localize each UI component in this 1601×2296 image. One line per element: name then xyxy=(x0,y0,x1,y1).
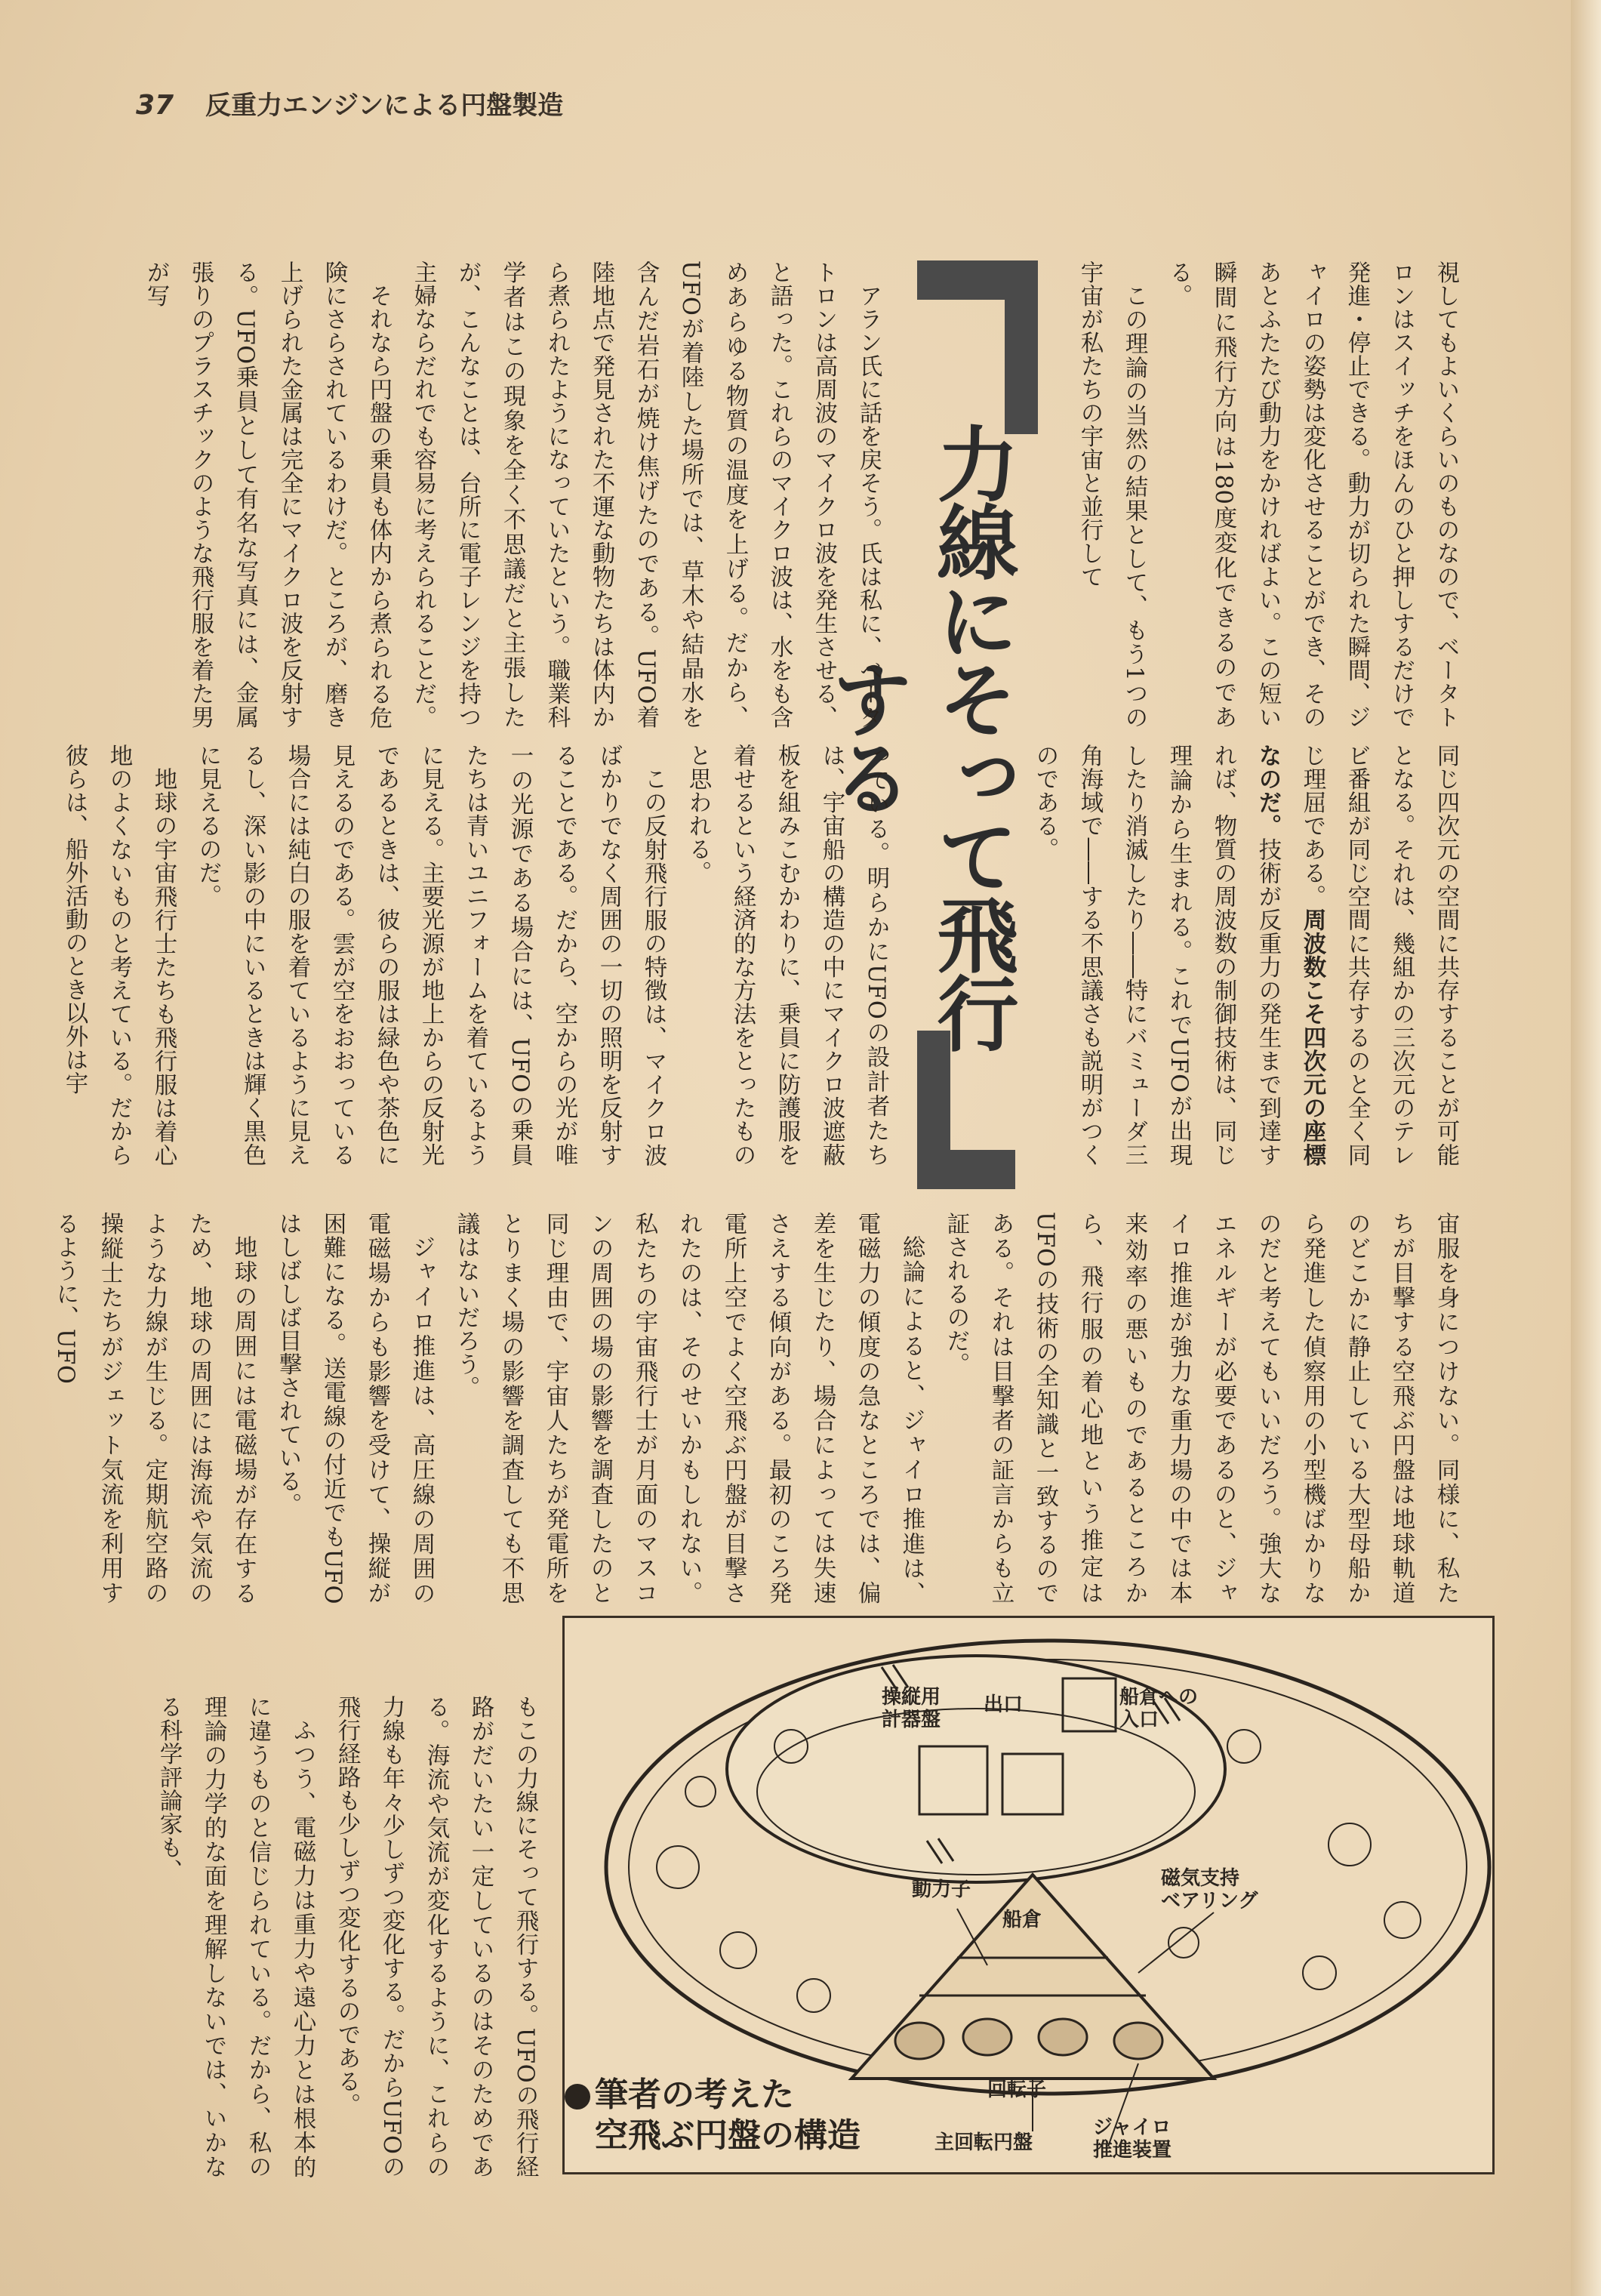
paragraph: 地球の周囲には電磁場が存在するため、地球の周囲には海流や気流のような力線が生じる。定期航空路の操縦士たちがジェット気流を利用するように、UFO xyxy=(52,1212,257,1604)
label-hold xyxy=(1002,1909,1042,1931)
page-number: 37 xyxy=(136,90,174,121)
paragraph: この理論の当然の結果として、もう1つの宇宙が私たちの宇宙と並行して xyxy=(1076,260,1147,729)
paragraph: もこの力線にそって飛行する。UFOの飛行経路がだいたい一定しているのはそのためである。海流や気流が変化するように、これらの力線も年々少しずつ変化する。だからUFOの飛行経路も少しずつ変化するのである。 xyxy=(334,1695,538,2178)
paragraph: ふつう、電磁力は重力や遠心力とは根本的に違うものと信じられている。だから、私の理論の力学的な面を理解しないでは、いかなる科学評論家も、 xyxy=(155,1695,316,2178)
label-hold-entrance xyxy=(1119,1686,1198,1731)
label-rotor xyxy=(987,2079,1046,2101)
chapter-title: 反重力エンジンによる円盤製造 xyxy=(205,91,564,121)
paragraph: 総論によると、ジャイロ推進は、電磁力の傾度の急なところでは、偏差を生じたり、場合によっては失速さえする傾向がある。最初のころ発電所上空でよく空飛ぶ円盤が目撃されたのは、そのせいかもしれない。私たちの宇宙飛行士が月面のマスコンの周囲の場の影響を調査したのと同じ理由で、宇宙人たちが発電所をとりまく場の影響を調査しても不思議はないだろう。 xyxy=(453,1212,925,1604)
text-block-bottom-upper xyxy=(52,1212,1468,1604)
text-block-top-right xyxy=(1076,260,1468,729)
figure-caption xyxy=(565,2075,927,2156)
label-text: 動力子 xyxy=(912,1878,971,1901)
paragraph xyxy=(1023,744,1468,1166)
paragraph: それなら円盤の乗員も体内から煮られる危険にさらされているわけだ。ところが、磨き上げられた金属は完全にマイクロ波を反射する。UFO乗員として有名な写真には、金属張りのプラスチックのような飛行服を着た男が写 xyxy=(143,260,392,729)
label-text: ジャイロ 推進装置 xyxy=(1093,2116,1172,2162)
headline: 力線にそって飛行する xyxy=(817,422,1018,1050)
label-text: 船倉 xyxy=(1002,1909,1042,1931)
paragraph: 宙服を身につけない。同様に、私たちが目撃する空飛ぶ円盤は地球軌道のどこかに静止している大型母船から発進した偵察用の小型機ばかりなのだと考えてもいいだろう。強大なエネルギーが必要であるのと、ジャイロ推進が強力な重力場の中では本来効率の悪いものであるところから、飛行服の着心地という推定はUFOの技術の全知識と一致するのである。それは目撃者の証言からも立証されるのだ。 xyxy=(943,1212,1459,1604)
saucer-diagram xyxy=(562,1616,1495,2174)
paragraph: アラン氏に話を戻そう。氏は私に、ベータトロンは高周波のマイクロ波を発生させる、と語った。これらのマイクロ波は、水をも含めあらゆる物質の温度を上げる。だから、UFOが着陸した場所では、草木や結晶水を含んだ岩石が焼け焦げたのである。UFO着陸地点で発見された不運な動物たちは体内から煮られたようになっていたという。職業科学者はこの現象を全く不思議だと主張したが、こんなことは、台所に電子レンジを持つ主婦ならだれでも容易に考えられることだ。 xyxy=(410,260,882,729)
label-text: 出口 xyxy=(984,1693,1024,1716)
label-text: 船倉への 入口 xyxy=(1119,1686,1199,1731)
caption-text: 空飛ぶ円盤の構造 xyxy=(595,2116,861,2155)
label-text: 主回転円盤 xyxy=(934,2131,1033,2154)
label-gyro-device xyxy=(1093,2116,1172,2162)
label-text: 操縦用 計器盤 xyxy=(882,1686,941,1731)
paragraph: 地球の宇宙飛行士たちも飛行服は着心地のよくないものと考えている。だから彼らは、船外活動のとき以外は宇 xyxy=(61,744,177,1166)
page-header xyxy=(136,85,563,122)
text-block-bottom-lower xyxy=(136,1695,547,2178)
caption-text: 筆者の考えた xyxy=(595,2076,794,2114)
label-power-element xyxy=(912,1878,971,1901)
bullet-icon xyxy=(565,2084,590,2110)
headline-bracket-close xyxy=(917,1031,1015,1189)
text-block-top-left xyxy=(136,260,891,729)
label-main-rotor-disk xyxy=(934,2131,1033,2154)
paragraph: っている。明らかにUFOの設計者たちは、宇宙船の構造の中にマイクロ波遮蔽板を組みこむかわりに、乗員に防護服を着せるという経済的な方法をとったものと思われる。 xyxy=(685,744,889,1166)
text-run: 同じ四次元の空間に共存することが可能となる。それは、幾組かの三次元のテレビ番組が同じ空間に共存するのと全く同じ理屈である。 xyxy=(1299,744,1459,1166)
label-text: 回転子 xyxy=(987,2079,1047,2101)
page-edge xyxy=(1571,0,1601,2296)
paragraph: 視してもよいくらいのものなので、ベータトロンはスイッチをほんのひと押しするだけで発進・停止できる。動力が切られた瞬間、ジャイロの姿勢は変化させることができ、そのあとふたたび動力をかければよい。この短い瞬間に飛行方向は180度変化できるのである。 xyxy=(1165,260,1459,729)
label-exit xyxy=(984,1693,1023,1716)
paragraph: この反射飛行服の特徴は、マイクロ波ばかりでなく周囲の一切の照明を反射することである。だから、空からの光が唯一の光源である場合には、UFOの乗員たちは青いユニフォームを着ているように見える。主要光源が地上からの反射光であるときは、彼らの服は緑色や茶色に見えるのである。雲が空をおおっている場合には純白の服を着ているように見えるし、深い影の中にいるときは輝く黒色に見えるのだ。 xyxy=(195,744,667,1166)
label-control-panel xyxy=(882,1686,941,1731)
paragraph: ジャイロ推進は、高圧線の周囲の電磁場からも影響を受けて、操縦が困難になる。送電線の付近でもUFOはしばしば目撃されている。 xyxy=(275,1212,435,1604)
text-block-mid-left xyxy=(61,744,898,1166)
caption-line xyxy=(565,2116,927,2156)
caption-line xyxy=(565,2075,927,2116)
text-run: 技術が反重力の発生まで到達すれば、物質の周波数の制御技術は、同じ理論から生まれる。これでUFOが出現したり消滅したり――特にバミューダ三角海域で――する不思議さも説明がつくのである。 xyxy=(1032,744,1281,1167)
text-block-mid-right xyxy=(1032,744,1468,1167)
label-magnetic-bearing xyxy=(1161,1867,1258,1912)
bold-emphasis: 周波数こそ四次元の座標なのだ。 xyxy=(1255,744,1325,1167)
label-text: 磁気支持 ベアリング xyxy=(1161,1867,1258,1912)
